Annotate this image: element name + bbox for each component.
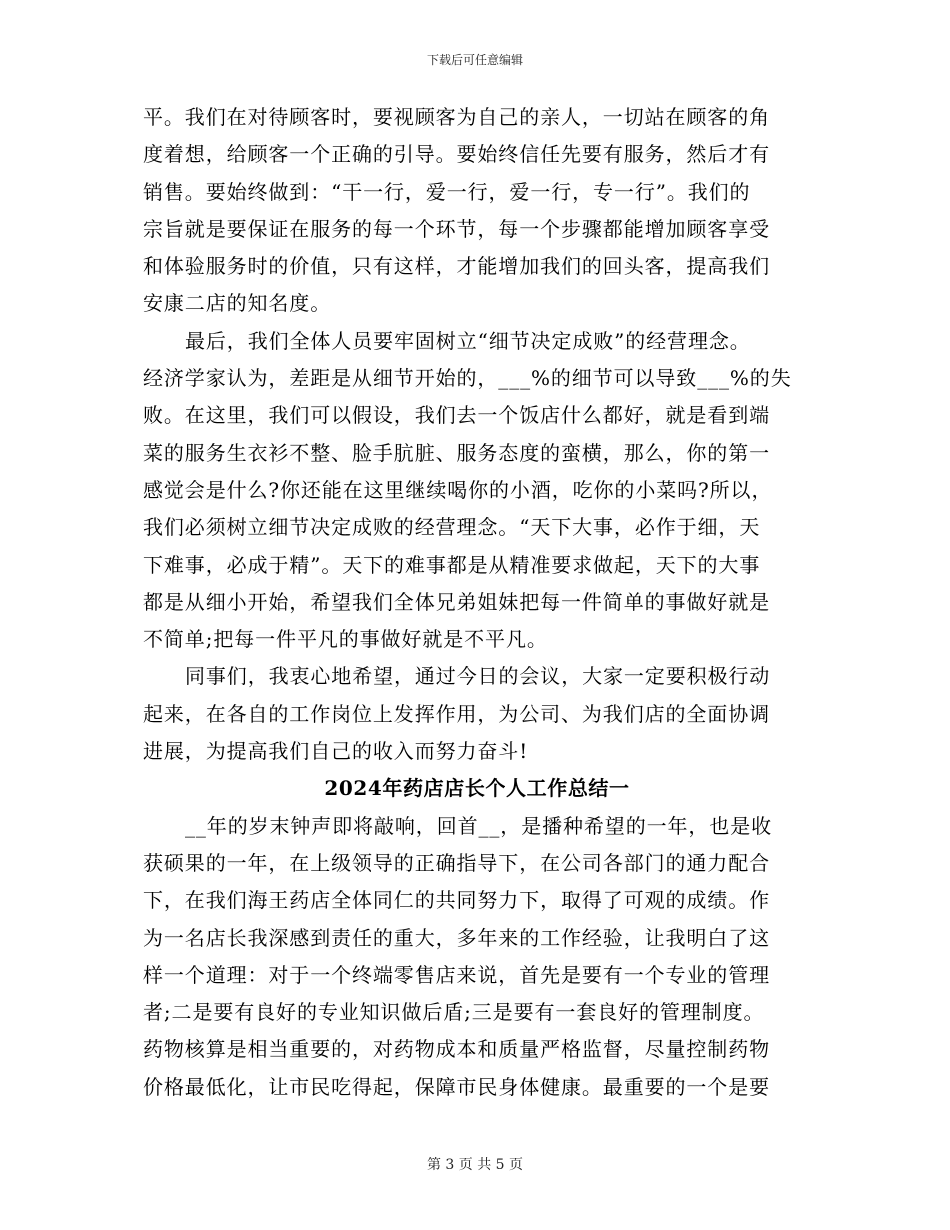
- paragraph-2: [143, 323, 811, 659]
- text-line: 感觉会是什么?你还能在这里继续喝你的小酒，吃你的小菜吗?所以，: [143, 477, 773, 502]
- text-line: 样一个道理：对于一个终端零售店来说，首先是要有一个专业的管理: [143, 962, 770, 987]
- paragraph-3: [143, 658, 811, 770]
- text-line: 和体验服务时的价值，只有这样，才能增加我们的回头客，提高我们: [143, 254, 770, 279]
- text-line: 我们必须树立细节决定成败的经营理念。“天下大事，必作于细，天: [143, 515, 761, 540]
- text-line: 起来，在各自的工作岗位上发挥作用，为公司、为我们店的全面协调: [143, 701, 770, 726]
- section-title: 2024年药店店长个人工作总结一: [324, 776, 630, 801]
- page-header: 下载后可任意编辑: [426, 53, 523, 67]
- text-line: 菜的服务生衣衫不整、脸手肮脏、服务态度的蛮横，那么，你的第一: [143, 440, 770, 465]
- text-line: 都是从细小开始，希望我们全体兄弟姐妹把每一件简单的事做好就是: [143, 589, 770, 614]
- text-line: 度着想，给顾客一个正确的引导。要始终信任先要有服务，然后才有: [143, 142, 770, 167]
- text-line: 不简单;把每一件平凡的事做好就是不平凡。: [143, 627, 548, 652]
- section-paragraph-1: [143, 808, 811, 1106]
- text-line: 平。我们在对待顾客时，要视顾客为自己的亲人，一切站在顾客的角: [143, 105, 770, 129]
- page-footer: 第 3 页 共 5 页: [426, 1157, 524, 1173]
- text-line: 药物核算是相当重要的，对药物成本和质量严格监督，尽量控制药物: [143, 1037, 770, 1062]
- text-line: 者;二是要有良好的专业知识做后盾;三是要有一套良好的管理制度。: [143, 1000, 765, 1025]
- text-line: 为一名店长我深感到责任的重大，多年来的工作经验，让我明白了这: [143, 925, 770, 950]
- text-line: 下，在我们海王药店全体同仁的共同努力下，取得了可观的成绩。作: [143, 888, 770, 913]
- text-line: 安康二店的知名度。: [143, 291, 332, 316]
- text-line: 宗旨就是要保证在服务的每一个环节，每一个步骤都能增加顾客享受: [143, 216, 770, 241]
- text-line: 经济学家认为，差距是从细节开始的，___%的细节可以导致___%的失: [143, 366, 792, 391]
- text-line: __年的岁末钟声即将敲响，回首__，是播种希望的一年，也是收: [185, 813, 772, 838]
- text-line: 销售。要始终做到：“干一行，爱一行，爱一行，专一行”。我们的: [143, 179, 751, 204]
- text-line: 最后，我们全体人员要牢固树立“细节决定成败”的经营理念。: [185, 328, 751, 353]
- text-line: 败。在这里，我们可以假设，我们去一个饭店什么都好，就是看到端: [143, 403, 770, 428]
- text-line: 价格最低化，让市民吃得起，保障市民身体健康。最重要的一个是要: [143, 1074, 770, 1099]
- text-line: 下难事，必成于精”。天下的难事都是从精准要求做起，天下的大事: [143, 552, 761, 577]
- text-line: 进展，为提高我们自己的收入而努力奋斗!: [143, 739, 529, 764]
- paragraph-1: [143, 99, 811, 323]
- text-line: 获硕果的一年，在上级领导的正确指导下，在公司各部门的通力配合: [143, 850, 770, 875]
- document-body: [143, 99, 811, 1106]
- text-line: 同事们，我衷心地希望，通过今日的会议，大家一定要积极行动: [185, 664, 771, 689]
